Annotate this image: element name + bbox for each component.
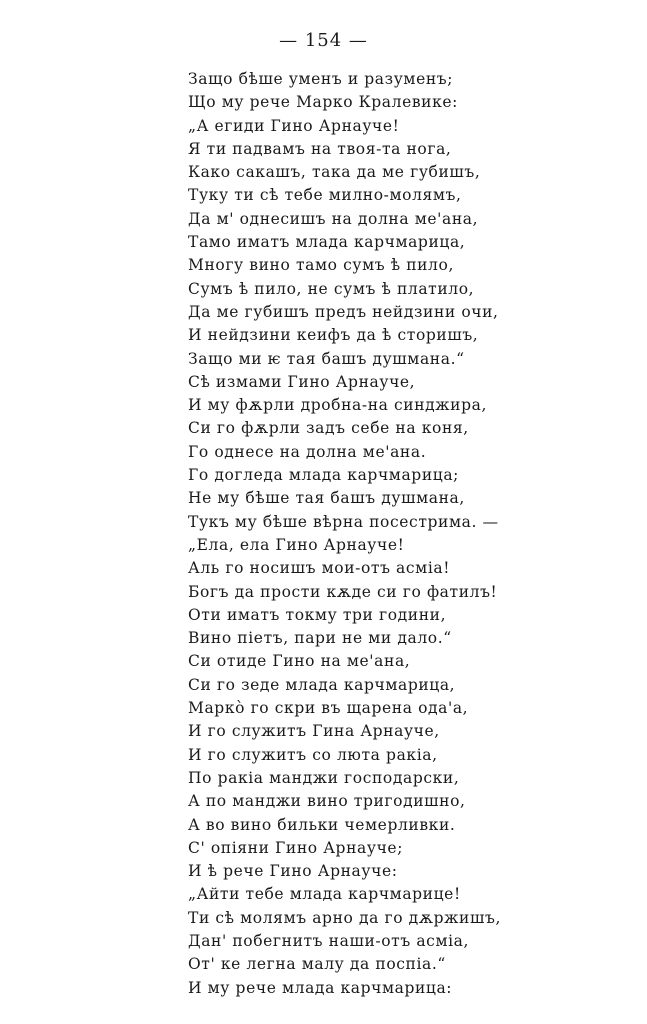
verse-line: И го служитъ со люта ракіа, bbox=[188, 745, 438, 764]
verse-line: Да м' однесишъ на долна ме'ана, bbox=[188, 209, 479, 228]
verse-line: И му рече млада карчмарица: bbox=[188, 978, 453, 997]
verse-line: Защо бѣше уменъ и разуменъ; bbox=[188, 70, 454, 88]
verse-line: Дан' побегнитъ наши-отъ асміа, bbox=[188, 931, 470, 950]
page-number: — 154 — bbox=[279, 30, 368, 51]
verse-line: Аль го носишъ мои-отъ асміа! bbox=[188, 559, 451, 578]
verse-line: „А егиди Гино Арнауче! bbox=[188, 116, 400, 135]
verse-line: Вино піетъ, пари не ми дало.“ bbox=[188, 629, 452, 648]
verse-line: Маркò го скри въ щарена ода'а, bbox=[188, 699, 469, 718]
verse-line: Тамо иматъ млада карчмарица, bbox=[188, 233, 466, 252]
verse-line: Да ме губишъ предъ нейдзини очи, bbox=[188, 302, 499, 321]
verse-line: Тукъ му бѣше вѣрна посестрима. — bbox=[188, 512, 499, 531]
verse-line: Защо ми ѥ тая башъ душмана.“ bbox=[188, 349, 465, 368]
verse-line: От' ке легна малу да поспіа.“ bbox=[188, 955, 446, 974]
verse-line: Оти иматъ токму три години, bbox=[188, 605, 447, 624]
verse-line: Си отиде Гино на ме'ана, bbox=[188, 652, 411, 671]
verse-line: „Айти тебе млада карчмарице! bbox=[188, 885, 461, 904]
verse-line: Не му бѣше тая башъ душмана, bbox=[188, 489, 465, 508]
verse-line: И му фѫрли дробна-на синджира, bbox=[188, 396, 487, 415]
verse-line: Си го зеде млада карчмарица, bbox=[188, 675, 456, 694]
verse-line: Си го фѫрли задъ себе на коня, bbox=[188, 419, 469, 438]
verse-line: Како сакашъ, така да ме губишъ, bbox=[188, 163, 481, 182]
verse-line: И ѣ рече Гино Арнауче: bbox=[188, 862, 398, 881]
verse-line: А по манджи вино тригодишно, bbox=[188, 792, 466, 811]
verse-line: Я ти падвамъ на твоя-та нога, bbox=[188, 139, 452, 158]
verse-line: „Ела, ела Гино Арнауче! bbox=[188, 535, 405, 554]
poem-verse bbox=[188, 68, 501, 1000]
verse-line: Го однесе на долна ме'ана. bbox=[188, 442, 427, 461]
verse-line: Богъ да прости кѫде си го фатилъ! bbox=[188, 582, 498, 601]
verse-line: И нейдзини кеифъ да ѣ сторишъ, bbox=[188, 326, 479, 345]
verse-line: А во вино бильки чемерливки. bbox=[188, 815, 456, 834]
verse-line: Що му рече Марко Кралевике: bbox=[188, 93, 458, 112]
verse-line: С' опіяни Гино Арнауче; bbox=[188, 838, 404, 857]
verse-line: По ракіа манджи господарски, bbox=[188, 768, 460, 787]
verse-line: Многу вино тамо сумъ ѣ пило, bbox=[188, 256, 454, 275]
verse-line: И го служитъ Гина Арнауче, bbox=[188, 722, 440, 741]
verse-line: Го доглeда млада карчмарица; bbox=[188, 466, 459, 485]
verse-line: Сѣ измами Гино Арнауче, bbox=[188, 372, 416, 391]
verse-line: Ти сѣ молямъ арно да го дѫржишъ, bbox=[188, 908, 501, 927]
verse-line: Сумъ ѣ пило, не сумъ ѣ платило, bbox=[188, 279, 475, 298]
verse-line: Туку ти сѣ тебе милно-молямъ, bbox=[188, 186, 462, 205]
